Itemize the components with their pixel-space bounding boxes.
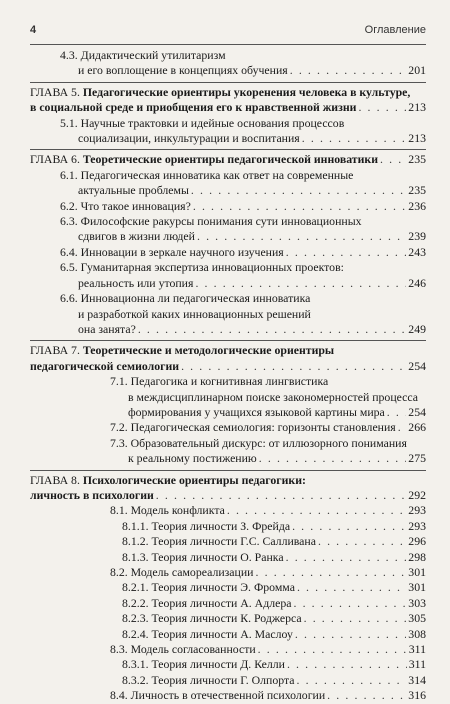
toc-entry-leader-line: [122, 519, 426, 534]
toc-entry-text: 8.2.3. Теория личности К. Роджерса: [122, 611, 302, 626]
dot-leader: [286, 550, 407, 565]
page-ref: 213: [408, 131, 426, 146]
page-ref: 254: [408, 404, 426, 419]
toc-entry-text: 7.3. Образовательный дискурс: от иллюзорного понимания: [110, 435, 407, 450]
toc-entry-text: 8.2.4. Теория личности А. Маслоу: [122, 626, 293, 641]
toc-entry-text: 6.3. Философские ракурсы понимания сути инновационных: [60, 214, 362, 229]
toc-entry-leader-line: [110, 420, 426, 435]
toc-section-entry[interactable]: [30, 48, 426, 79]
toc-entry-text: 4.3. Дидактический утилитаризм: [60, 48, 226, 62]
toc-section-entry[interactable]: [30, 627, 426, 642]
page-ref: 266: [408, 420, 426, 435]
chapter-label: ГЛАВА 8.: [30, 472, 83, 487]
toc-entry-leader-line: [122, 534, 426, 549]
dot-leader: [292, 519, 406, 534]
page-ref: 254: [408, 358, 426, 373]
toc-section-entry[interactable]: [30, 260, 426, 291]
toc-section-entry[interactable]: [30, 673, 426, 688]
toc-entry-text: она занята?: [78, 321, 136, 336]
chapter-title: личность в психологии: [30, 487, 154, 502]
toc-section-entry[interactable]: [30, 580, 426, 595]
page-ref: 303: [408, 595, 426, 610]
toc-entry-text: [30, 85, 426, 100]
toc-entry-leader-line: [122, 627, 426, 642]
dot-leader: [387, 405, 407, 420]
table-of-contents: [30, 48, 426, 704]
toc-entry-leader-line: [60, 322, 426, 337]
dot-leader: [193, 199, 406, 214]
toc-entry-leader-line: [60, 199, 426, 214]
toc-entry-text: формирования у учащихся языковой картины мира: [128, 404, 385, 419]
toc-entry-leader-line: [60, 229, 426, 244]
page-ref: 301: [408, 580, 426, 595]
page-ref: 292: [408, 487, 426, 502]
page-ref: 314: [408, 672, 426, 687]
section-divider: [30, 470, 426, 471]
dot-leader: [290, 63, 407, 78]
dot-leader: [398, 420, 407, 435]
toc-entry-text: 8.4. Личность в отечественной психологии: [110, 688, 326, 703]
toc-entry-text: реальность или утопия: [78, 275, 194, 290]
toc-entry-leader-line: [122, 611, 426, 626]
toc-section-entry[interactable]: [30, 199, 426, 214]
toc-entry-text: 7.1. Педагогика и когнитивная лингвистика: [110, 374, 329, 389]
chapter-title: педагогической семиологии: [30, 358, 180, 373]
dot-leader: [295, 627, 406, 642]
chapter-title: Педагогические ориентиры укоренения человека в культуре,: [82, 84, 411, 99]
dot-leader: [297, 580, 406, 595]
page-ref: 316: [408, 688, 426, 703]
section-divider: [30, 149, 426, 150]
page-ref: 311: [408, 657, 426, 672]
toc-section-entry[interactable]: [30, 642, 426, 657]
chapter-title: Теоретические и методологические ориентиры: [82, 343, 335, 358]
toc-entry-text: и его воплощение в концепциях обучения: [78, 63, 288, 78]
page-ref: 305: [408, 611, 426, 626]
toc-section-entry[interactable]: [30, 611, 426, 626]
chapter-title: в социальной среде и приобщения его к нравственной жизни: [30, 100, 357, 115]
page-ref: 201: [408, 63, 426, 78]
toc-entry-text: 8.1.2. Теория личности Г.С. Салливана: [122, 534, 316, 549]
toc-section-entry[interactable]: [30, 291, 426, 337]
toc-entry-text: 8.3. Модель согласованности: [110, 642, 256, 657]
toc-chapter-entry[interactable]: [30, 85, 426, 116]
toc-entry-leader-line: [60, 183, 426, 198]
page-ref: 301: [408, 565, 426, 579]
page-ref: 246: [408, 275, 426, 290]
toc-entry-text: 8.1.3. Теория личности О. Ранка: [122, 549, 284, 564]
toc-section-entry[interactable]: [30, 420, 426, 435]
toc-entry-leader-line: [60, 276, 426, 291]
dot-leader: [256, 565, 407, 580]
toc-entry-leader-line: [60, 131, 426, 146]
toc-entry-text: [30, 343, 426, 358]
section-divider: [30, 340, 426, 341]
toc-entry-text: 8.2. Модель самореализации: [110, 565, 254, 579]
dot-leader: [327, 688, 406, 703]
header-rule: [30, 44, 426, 45]
toc-entry-leader-line: [110, 451, 426, 466]
dot-leader: [156, 488, 407, 503]
page-ref: 235: [408, 183, 426, 198]
dot-leader: [297, 673, 407, 688]
toc-section-entry[interactable]: [30, 116, 426, 147]
toc-entry-text: 8.1.1. Теория личности З. Фрейда: [122, 518, 291, 533]
toc-entry-leader-line: [122, 596, 426, 611]
page-number: 4: [30, 24, 37, 36]
toc-entry-text: [30, 152, 378, 167]
toc-section-entry[interactable]: [30, 596, 426, 611]
page-ref: 236: [408, 198, 426, 213]
toc-entry-text: 8.2.1. Теория личности Э. Фромма: [122, 580, 295, 595]
dot-leader: [380, 152, 406, 167]
toc-entry-leader-line: [110, 405, 426, 420]
toc-entry-text: 6.4. Инновации в зеркале научного изучения: [60, 244, 284, 259]
chapter-label: ГЛАВА 5.: [30, 84, 83, 99]
toc-entry-leader-line: [122, 657, 426, 672]
toc-entry-leader-line: [122, 550, 426, 565]
dot-leader: [227, 503, 406, 518]
toc-section-entry[interactable]: [30, 374, 426, 420]
dot-leader: [195, 276, 406, 291]
toc-entry-leader-line: [30, 152, 426, 167]
toc-entry-text: 6.1. Педагогическая инноватика как ответ на современные: [60, 167, 354, 182]
dot-leader: [191, 183, 406, 198]
toc-section-entry[interactable]: [30, 168, 426, 199]
page-ref: 243: [408, 244, 426, 259]
dot-leader: [259, 451, 407, 466]
toc-entry-leader-line: [30, 488, 426, 503]
toc-entry-text: сдвигов в жизни людей: [78, 229, 195, 244]
toc-entry-text: к реальному постижению: [128, 451, 257, 466]
toc-entry-leader-line: [60, 245, 426, 260]
page-ref: 235: [408, 152, 426, 167]
toc-entry-leader-line: [30, 100, 426, 115]
toc-entry-text: 5.1. Научные трактовки и идейные основания процессов: [60, 115, 345, 130]
toc-chapter-entry[interactable]: [30, 473, 426, 504]
dot-leader: [286, 245, 407, 260]
toc-entry-text: 7.2. Педагогическая семиология: горизонты становления: [110, 420, 396, 435]
toc-section-entry[interactable]: [30, 214, 426, 245]
page-ref: 296: [408, 534, 426, 549]
toc-entry-text: 6.2. Что такое инновация?: [60, 198, 191, 213]
page-ref: 311: [408, 642, 426, 657]
toc-section-entry[interactable]: [30, 534, 426, 549]
toc-entry-leader-line: [122, 580, 426, 595]
toc-entry-leader-line: [110, 688, 426, 703]
toc-entry-leader-line: [110, 642, 426, 657]
toc-entry-text: в междисциплинарном поиске закономерностей процесса: [128, 389, 419, 404]
running-title: Оглавление: [364, 24, 426, 36]
toc-section-entry[interactable]: [30, 657, 426, 672]
toc-entry-leader-line: [60, 63, 426, 78]
dot-leader: [181, 359, 406, 374]
dot-leader: [318, 534, 406, 549]
toc-entry-text: [30, 359, 179, 374]
dot-leader: [302, 131, 407, 146]
toc-section-entry[interactable]: [30, 550, 426, 565]
toc-entry-text: [30, 473, 426, 488]
toc-section-entry[interactable]: [30, 519, 426, 534]
page-ref: 275: [408, 451, 426, 466]
chapter-label: ГЛАВА 6.: [30, 152, 83, 167]
toc-entry-text: 8.3.2. Теория личности Г. Олпорта: [122, 672, 295, 687]
toc-entry-leader-line: [122, 673, 426, 688]
toc-entry-text: 8.3.1. Теория личности Д. Келли: [122, 657, 285, 672]
toc-chapter-entry[interactable]: [30, 343, 426, 374]
toc-section-entry[interactable]: [30, 245, 426, 260]
page-ref: 293: [408, 518, 426, 533]
toc-entry-text: [30, 100, 356, 115]
page-ref: 293: [408, 503, 426, 518]
page-ref: 249: [408, 321, 426, 336]
chapter-title: Психологические ориентиры педагогики:: [82, 472, 306, 487]
toc-entry-text: 8.2.2. Теория личности А. Адлера: [122, 595, 292, 610]
section-divider: [30, 82, 426, 83]
page-ref: 213: [408, 100, 426, 115]
chapter-label: ГЛАВА 7.: [30, 343, 83, 358]
toc-entry-text: актуальные проблемы: [78, 183, 189, 198]
toc-section-entry[interactable]: [30, 565, 426, 580]
toc-entry-text: [30, 488, 154, 503]
toc-entry-text: и разработкой каких инновационных решений: [78, 306, 311, 321]
page-ref: 239: [408, 229, 426, 244]
dot-leader: [287, 657, 407, 672]
toc-section-entry[interactable]: [30, 436, 426, 467]
toc-entry-text: 8.1. Модель конфликта: [110, 503, 225, 518]
chapter-title: Теоретические ориентиры педагогической инноватики: [82, 152, 378, 167]
page-ref: 308: [408, 626, 426, 641]
toc-entry-leader-line: [110, 503, 426, 518]
dot-leader: [304, 611, 407, 626]
toc-entry-text: 6.5. Гуманитарная экспертиза инновационных проектов:: [60, 260, 344, 275]
dot-leader: [138, 322, 406, 337]
dot-leader: [293, 596, 406, 611]
toc-chapter-entry[interactable]: [30, 152, 426, 167]
page-ref: 298: [408, 549, 426, 564]
toc-entry-leader-line: [30, 359, 426, 374]
toc-entry-text: социализации, инкультурации и воспитания: [78, 131, 300, 146]
toc-section-entry[interactable]: [30, 503, 426, 518]
dot-leader: [358, 100, 406, 115]
toc-entry-leader-line: [110, 565, 426, 580]
dot-leader: [197, 229, 406, 244]
toc-entry-text: 6.6. Инновационна ли педагогическая инноватика: [60, 291, 311, 306]
page-header: [30, 24, 426, 40]
dot-leader: [258, 642, 407, 657]
toc-section-entry[interactable]: [30, 688, 426, 703]
